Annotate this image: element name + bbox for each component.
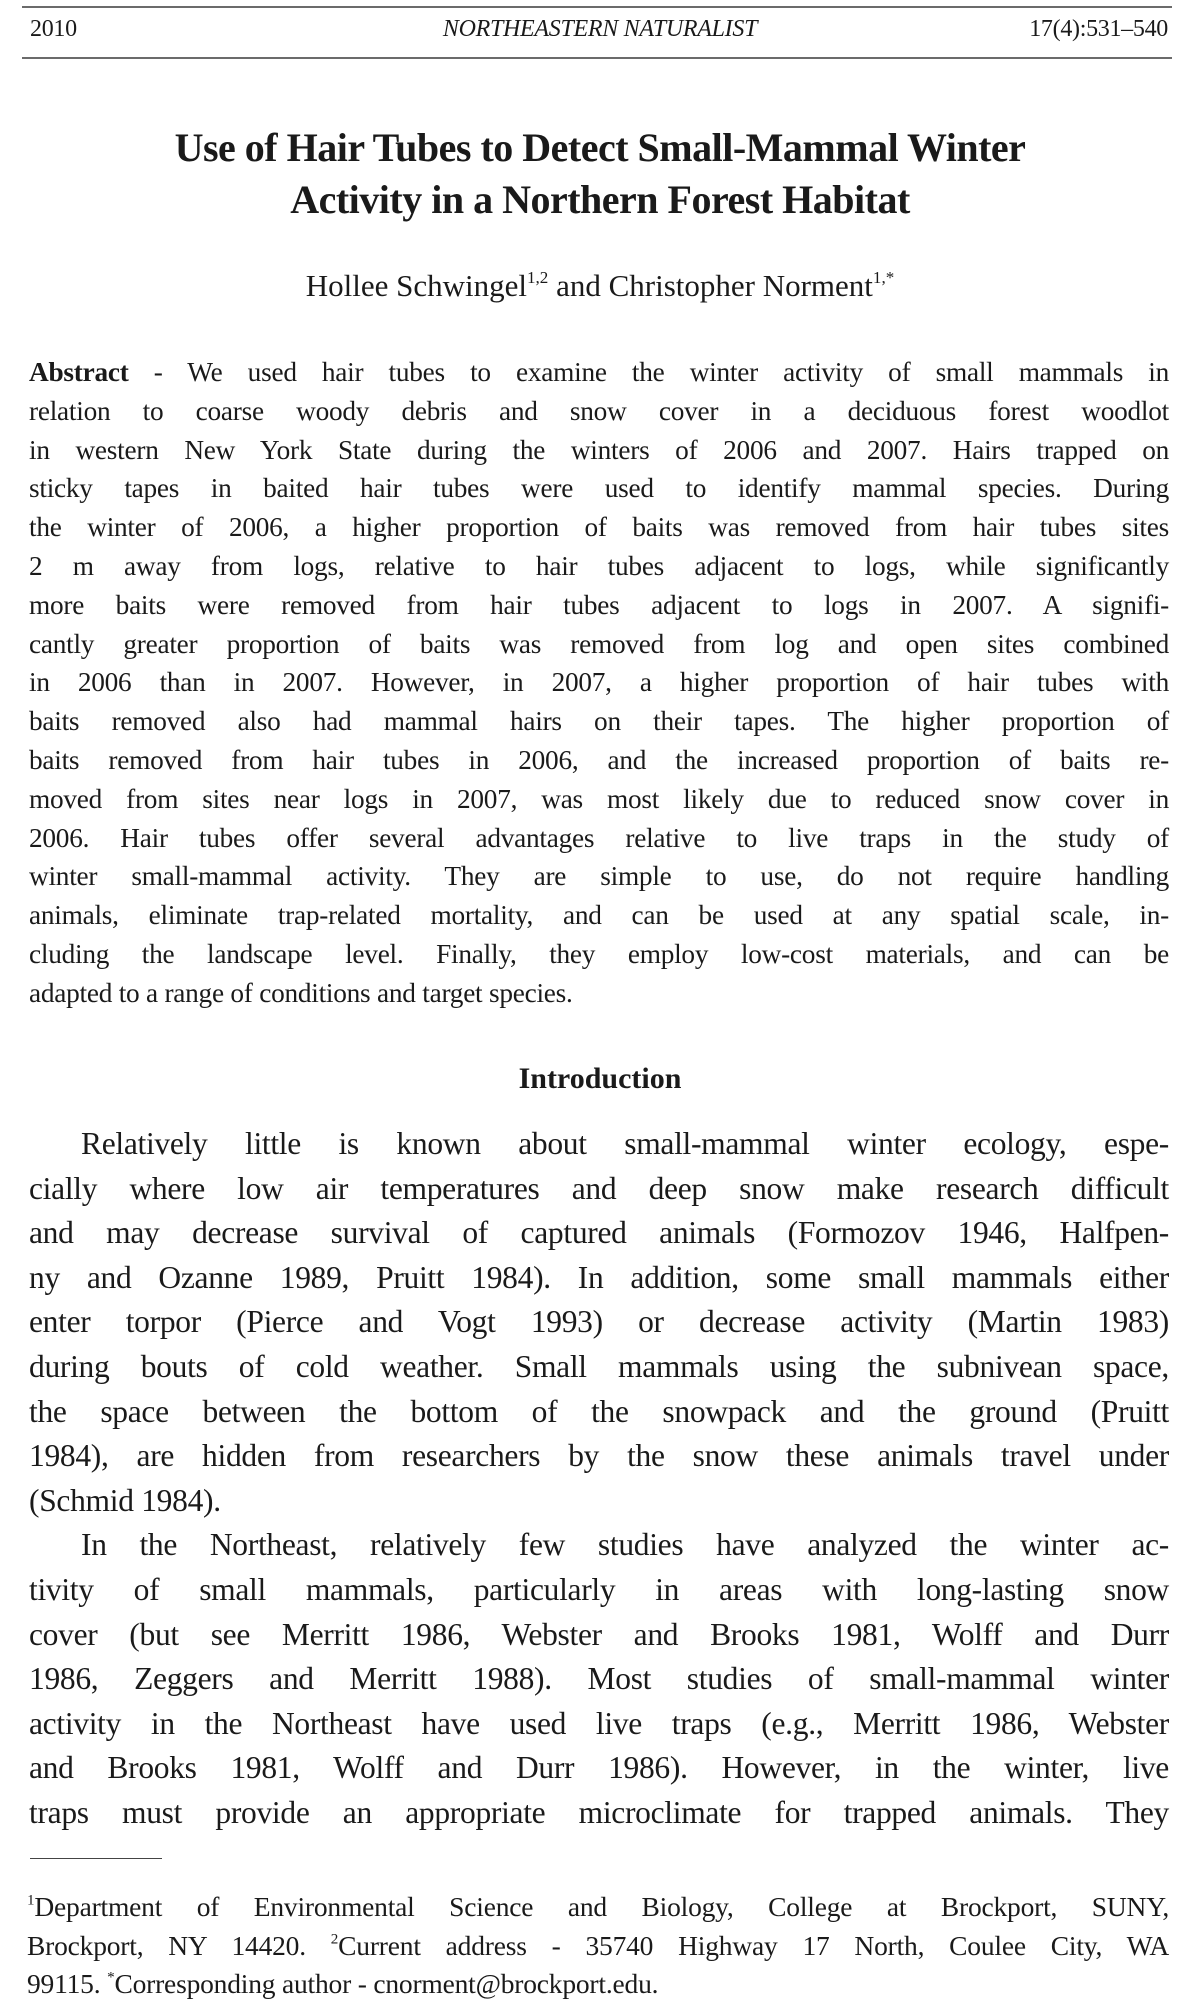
abstract-line: cluding the landscape level. Finally, they employ low-cost materials, and can be <box>29 938 1169 969</box>
header-top-rule <box>22 6 1172 8</box>
text-line: activity in the Northeast have used live traps (e.g., Merritt 1986, Webster <box>29 1705 1169 1741</box>
paragraph <box>29 1122 1169 1523</box>
footnote-mark: * <box>107 1969 115 1986</box>
header-bottom-rule <box>22 57 1172 59</box>
footnote-separator <box>30 1858 162 1859</box>
abstract-line: in western New York State during the winters of 2006 and 2007. Hairs trapped on <box>29 434 1169 465</box>
paragraph <box>29 1523 1169 1835</box>
author-name: Christopher Norment <box>608 268 873 303</box>
text-line: traps must provide an appropriate microclimate for trapped animals. They <box>29 1794 1169 1830</box>
abstract-line: baits removed also had mammal hairs on their tapes. The higher proportion of <box>29 706 1169 737</box>
footnote-mark: 2 <box>330 1931 339 1948</box>
author-affiliation: 1,* <box>872 268 895 288</box>
section-heading-introduction: Introduction <box>518 1062 682 1095</box>
title-line-2: Activity in a Northern Forest Habitat <box>290 177 910 222</box>
abstract-line: cantly greater proportion of baits was removed from log and open sites combined <box>29 628 1169 659</box>
abstract-line: sticky tapes in baited hair tubes were used to identify mammal species. During <box>29 473 1169 504</box>
abstract-line: animals, eliminate trap-related mortality, and can be used at any spatial scale, in- <box>29 900 1169 931</box>
author-name: Hollee Schwingel <box>305 268 528 303</box>
text-line: Relatively little is known about small-mammal winter ecology, espe- <box>81 1126 1169 1161</box>
footnote-line: 99115. *Corresponding author - cnorment@brockport.edu. <box>27 1968 659 1999</box>
title-line-1: Use of Hair Tubes to Detect Small-Mammal Winter <box>174 125 1026 170</box>
abstract-label: Abstract <box>29 357 129 387</box>
abstract <box>29 353 1169 1013</box>
footnotes <box>27 1888 1169 2004</box>
text-line: cially where low air temperatures and deep snow make research difficult <box>29 1170 1169 1206</box>
text-line: enter torpor (Pierce and Vogt 1993) or decrease activity (Martin 1983) <box>29 1304 1169 1340</box>
abstract-line: adapted to a range of conditions and target species. <box>29 977 573 1008</box>
abstract-line: 2006. Hair tubes offer several advantages relative to live traps in the study of <box>29 822 1169 853</box>
abstract-line: baits removed from hair tubes in 2006, and the increased proportion of baits re- <box>29 744 1169 775</box>
text-line: during bouts of cold weather. Small mammals using the subnivean space, <box>29 1348 1169 1384</box>
abstract-line: moved from sites near logs in 2007, was most likely due to reduced snow cover in <box>29 783 1169 814</box>
abstract-line: winter small-mammal activity. They are simple to use, do not require handling <box>29 861 1169 892</box>
article-title <box>0 122 1200 226</box>
text-line: and Brooks 1981, Wolff and Durr 1986). However, in the winter, live <box>29 1750 1169 1786</box>
corresponding-author-email: Corresponding author - cnorment@brockport.edu. <box>114 1968 659 1999</box>
text-line: cover (but see Merritt 1986, Webster and Brooks 1981, Wolff and Durr <box>29 1616 1169 1652</box>
abstract-line: in 2006 than in 2007. However, in 2007, a higher proportion of hair tubes with <box>29 667 1169 698</box>
author-list <box>0 266 1200 306</box>
footnote-mark: 1 <box>27 1892 35 1909</box>
text-line: In the Northeast, relatively few studies have analyzed the winter ac- <box>81 1527 1169 1563</box>
author-affiliation: 1,2 <box>527 268 549 288</box>
abstract-line: the winter of 2006, a higher proportion of baits was removed from hair tubes sites <box>29 512 1169 543</box>
footnote-line: Brockport, NY 14420. $^2$Current address - 35740 Highway 17 North, Coulee City, WA <box>27 1929 1169 1961</box>
abstract-line: Abstract - We used hair tubes to examine the winter activity of small mammals in <box>29 357 1169 387</box>
text-line: and may decrease survival of captured animals (Formozov 1946, Halfpen- <box>29 1215 1169 1251</box>
text-line: (Schmid 1984). <box>29 1482 221 1518</box>
footnote-line: $^1$Department of Environmental Science and Biology, College at Brockport, SUNY, <box>27 1891 1169 1922</box>
header-year: 2010 <box>30 16 77 42</box>
header-citation: 17(4):531–540 <box>1029 16 1168 42</box>
author-joiner: and <box>548 268 609 303</box>
text-line: the space between the bottom of the snowpack and the ground (Pruitt <box>29 1393 1169 1429</box>
introduction-body <box>29 1122 1169 1836</box>
abstract-line: relation to coarse woody debris and snow cover in a deciduous forest woodlot <box>29 395 1169 426</box>
text-line: 1986, Zeggers and Merritt 1988). Most studies of small-mammal winter <box>29 1661 1169 1697</box>
abstract-line: 2 m away from logs, relative to hair tubes adjacent to logs, while significantly <box>29 550 1169 581</box>
abstract-line: more baits were removed from hair tubes adjacent to logs in 2007. A signifi- <box>29 589 1169 620</box>
text-line: ny and Ozanne 1989, Pruitt 1984). In addition, some small mammals either <box>29 1259 1169 1295</box>
header-journal: NORTHEASTERN NATURALIST <box>442 16 758 42</box>
text-line: 1984), are hidden from researchers by the snow these animals travel under <box>29 1438 1169 1474</box>
text-line: tivity of small mammals, particularly in areas with long-lasting snow <box>29 1571 1169 1607</box>
